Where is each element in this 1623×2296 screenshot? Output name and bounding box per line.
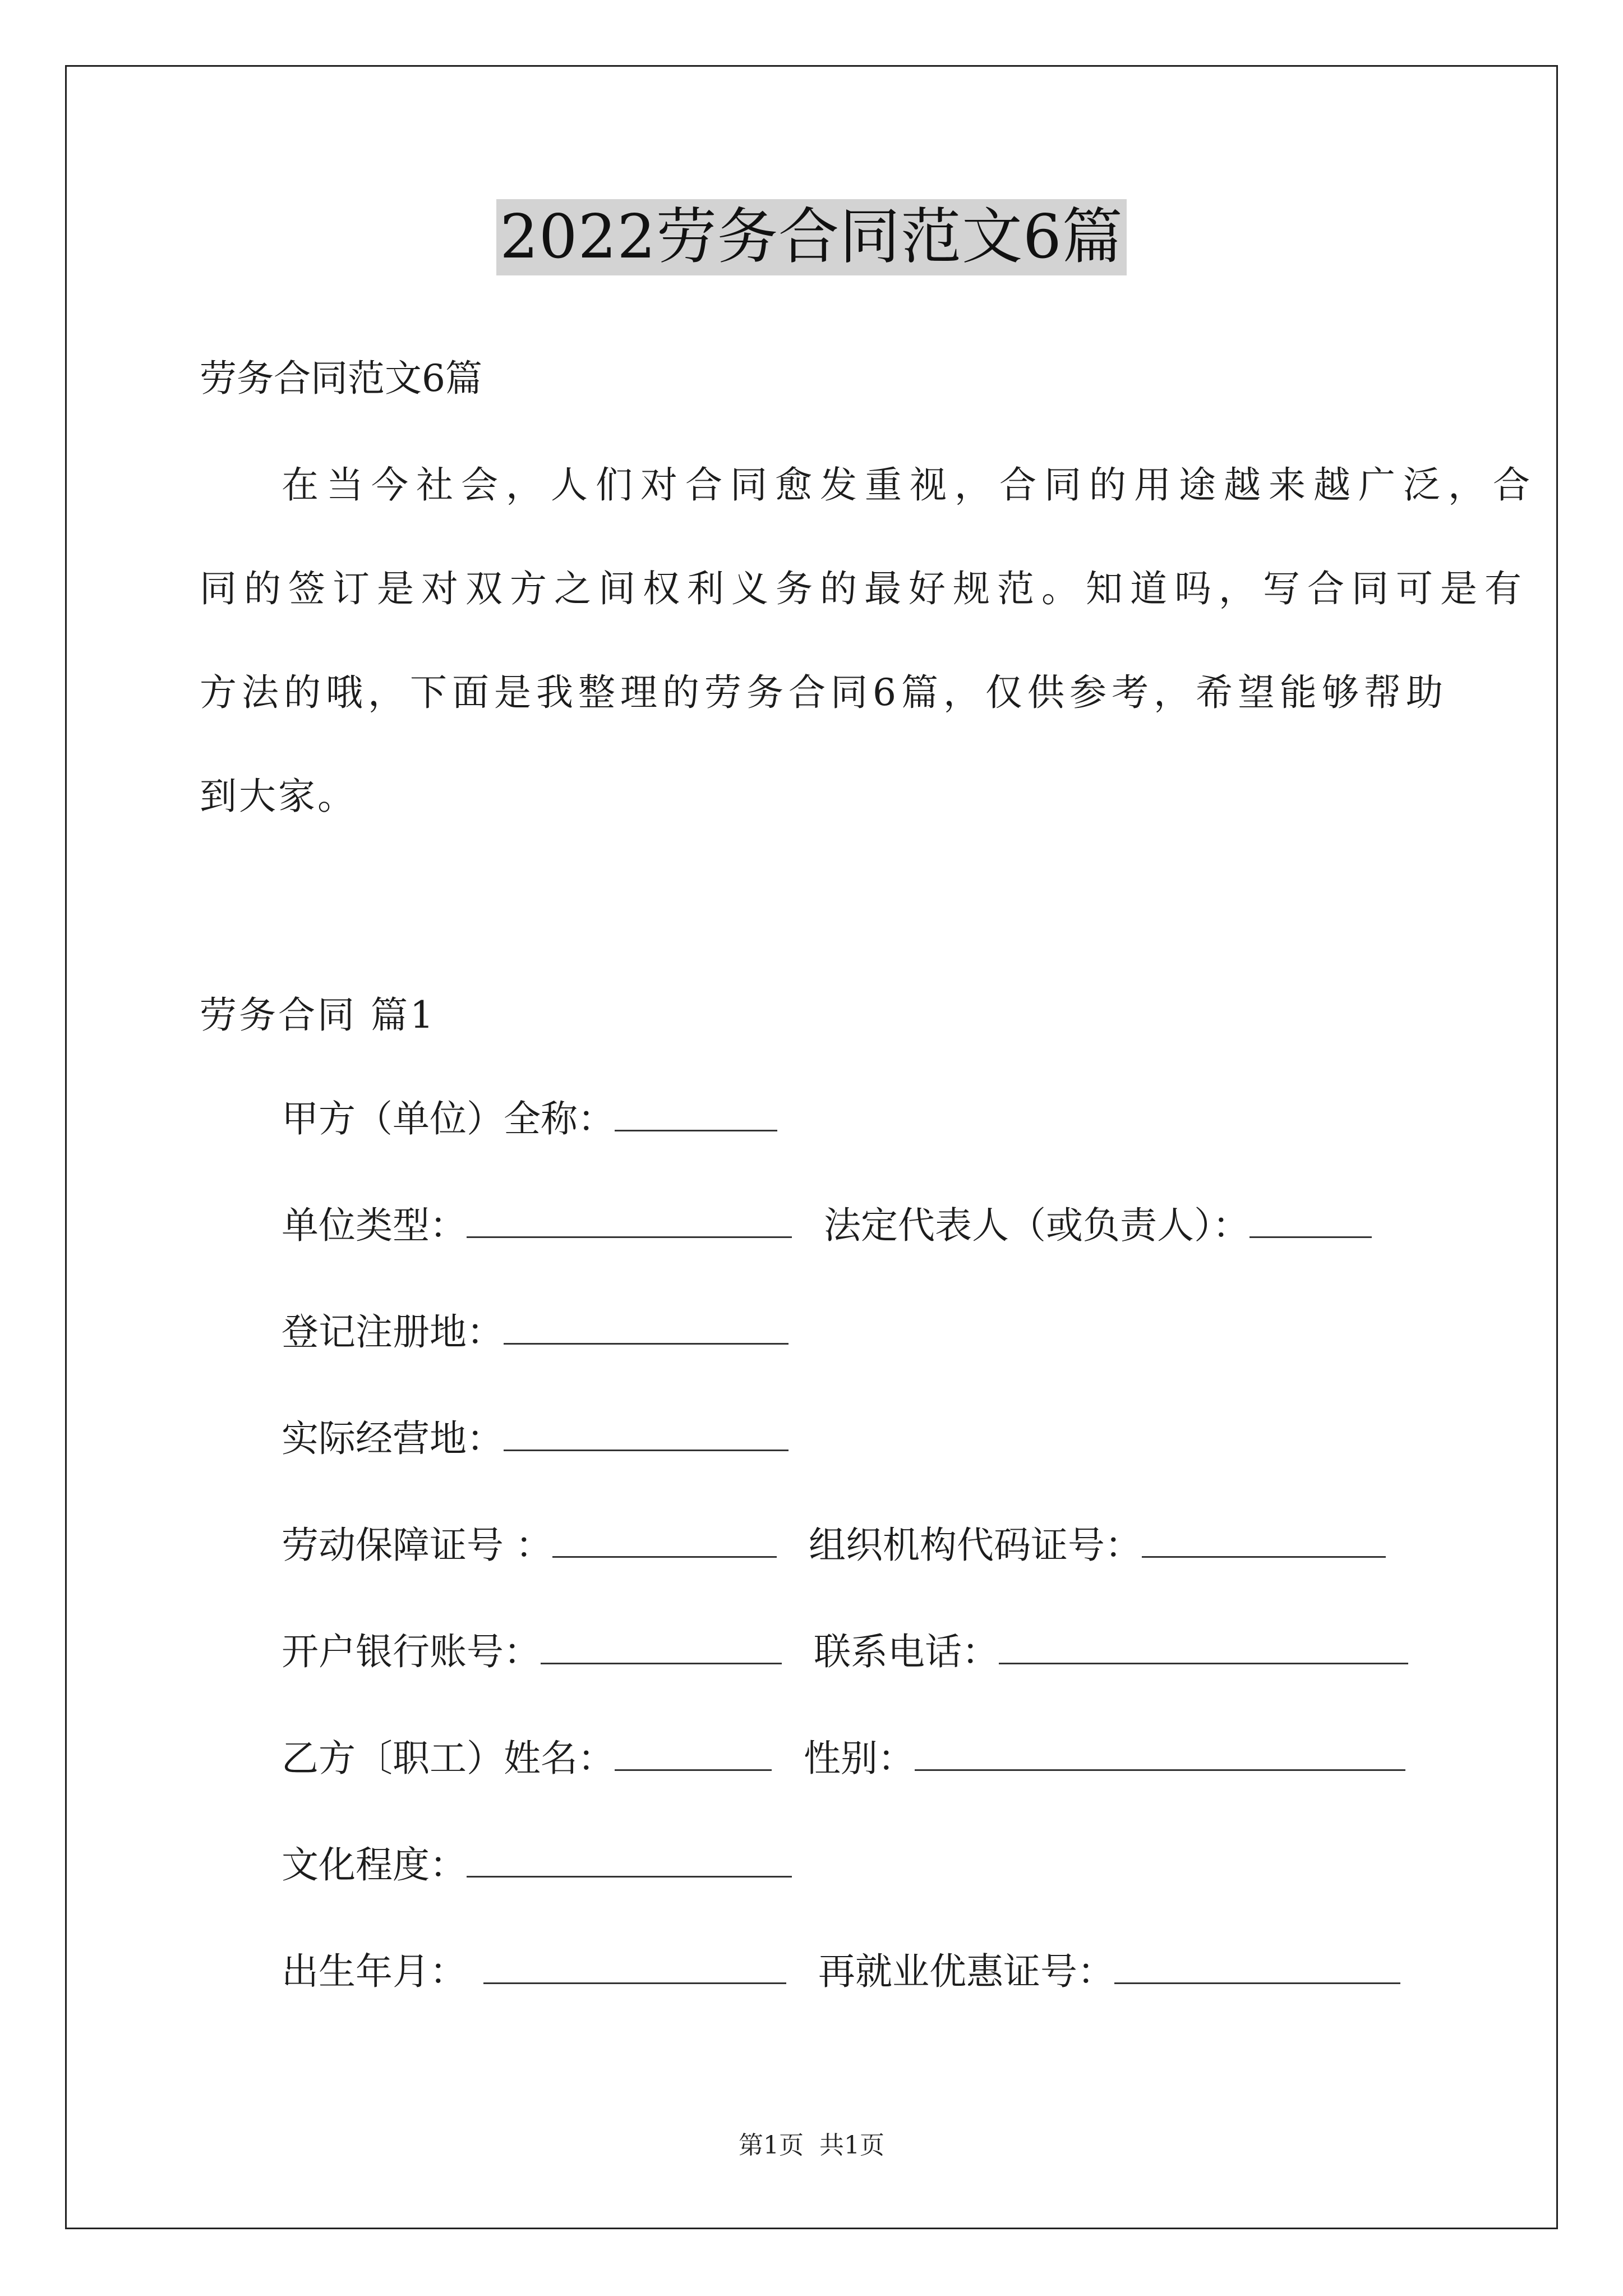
label-gender: 性别： — [803, 1737, 915, 1780]
label-bank-account: 开户银行账号： — [282, 1630, 541, 1673]
label-phone: 联系电话： — [813, 1630, 999, 1673]
title-container — [0, 199, 1623, 275]
blank-legal-rep[interactable] — [1249, 1200, 1372, 1238]
blank-phone[interactable] — [999, 1627, 1408, 1664]
label-org-code-no: 组织机构代码证号： — [808, 1524, 1142, 1567]
blank-business-address[interactable] — [504, 1414, 789, 1451]
label-labor-security-no: 劳动保障证号 ： — [282, 1524, 552, 1567]
label-business-address: 实际经营地： — [282, 1417, 504, 1460]
field-birth-row — [282, 1947, 1400, 1997]
field-registered-address — [282, 1307, 789, 1358]
field-party-a-name — [282, 1094, 777, 1144]
intro-text-1: 在当今社会，人们对合同愈发重视，合同的用途越来越广泛，合 — [282, 463, 1538, 507]
blank-party-a-name[interactable] — [615, 1094, 777, 1131]
footer-page-current: 第1页 — [739, 2131, 804, 2160]
field-unit-type-row — [282, 1200, 1372, 1251]
blank-labor-security-no[interactable] — [552, 1520, 777, 1558]
blank-org-code-no[interactable] — [1142, 1520, 1386, 1558]
label-birth-date: 出生年月： — [282, 1950, 467, 1993]
blank-party-b-name[interactable] — [615, 1733, 772, 1771]
field-party-b-row — [282, 1733, 1405, 1784]
blank-education[interactable] — [467, 1840, 792, 1878]
label-reemployment-no: 再就业优惠证号： — [818, 1950, 1114, 1993]
label-education: 文化程度： — [282, 1843, 467, 1887]
blank-birth-date[interactable] — [483, 1947, 786, 1984]
page-footer — [0, 2129, 1623, 2162]
label-legal-rep: 法定代表人（或负责人）： — [823, 1204, 1249, 1247]
field-business-address — [282, 1414, 789, 1464]
intro-line-4: 到大家。 — [200, 775, 357, 818]
label-party-a-name: 甲方（单位）全称： — [282, 1097, 615, 1140]
blank-registered-address[interactable] — [504, 1307, 789, 1345]
label-unit-type: 单位类型： — [282, 1204, 467, 1247]
blank-gender[interactable] — [915, 1733, 1405, 1771]
intro-line-1 — [282, 460, 1538, 510]
field-bank-row — [282, 1627, 1408, 1677]
blank-unit-type[interactable] — [467, 1200, 792, 1238]
label-party-b-name: 乙方〔职工）姓名： — [282, 1737, 615, 1780]
field-labor-security-row — [282, 1520, 1386, 1571]
label-registered-address: 登记注册地： — [282, 1310, 504, 1354]
intro-line-3: 方法的哦，下面是我整理的劳务合同6篇，仅供参考，希望能够帮助 — [200, 671, 1448, 714]
intro-line-2: 同的签订是对双方之间权利义务的最好规范。知道吗，写合同可是有 — [200, 567, 1529, 610]
document-subtitle: 劳务合同范文6篇 — [200, 357, 482, 400]
footer-page-total: 共1页 — [819, 2131, 884, 2160]
section-heading: 劳务合同 篇1 — [200, 993, 436, 1037]
document-title: 2022劳务合同范文6篇 — [496, 199, 1127, 275]
blank-reemployment-no[interactable] — [1114, 1947, 1400, 1984]
blank-bank-account[interactable] — [541, 1627, 782, 1664]
field-education — [282, 1840, 792, 1890]
